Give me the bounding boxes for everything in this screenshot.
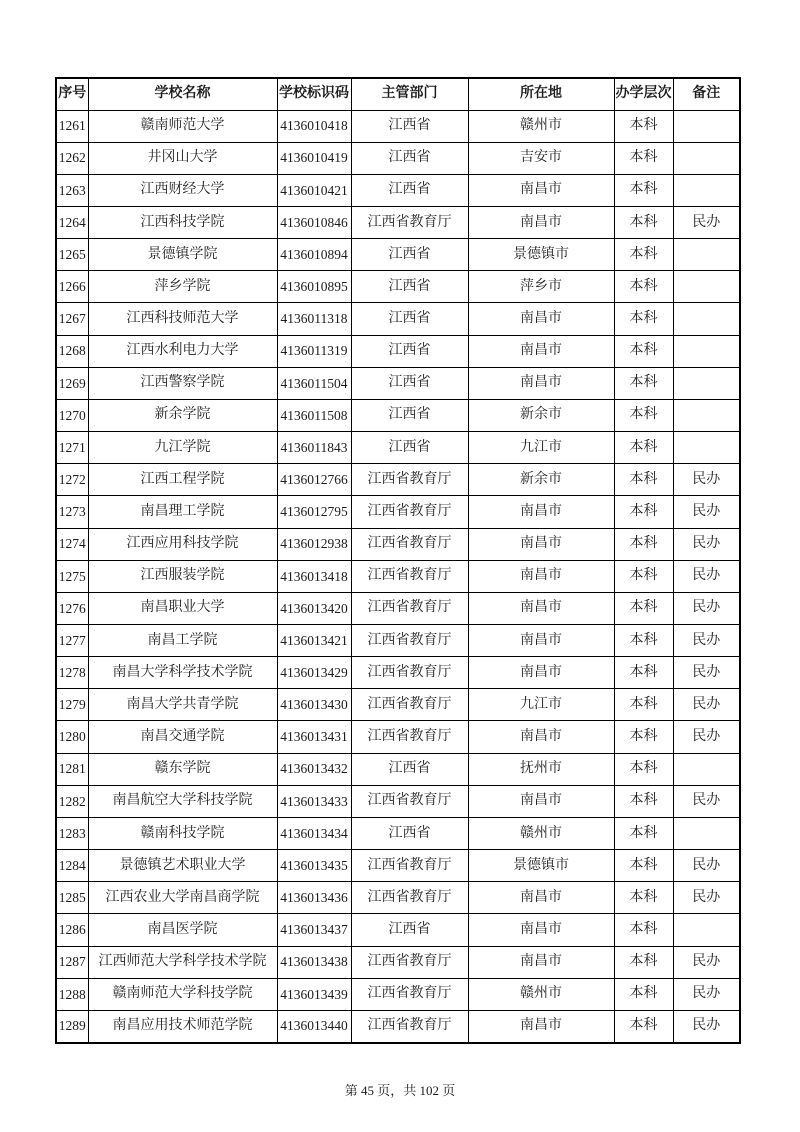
cell-authority: 江西省 — [351, 142, 468, 174]
cell-level: 本科 — [614, 689, 673, 721]
cell-authority: 江西省 — [351, 367, 468, 399]
cell-level: 本科 — [614, 464, 673, 496]
cell-remarks: 民办 — [673, 978, 740, 1010]
cell-remarks — [673, 367, 740, 399]
cell-school-code: 4136011319 — [277, 335, 351, 367]
cell-authority: 江西省 — [351, 174, 468, 206]
cell-authority: 江西省 — [351, 271, 468, 303]
cell-level: 本科 — [614, 206, 673, 238]
table-row — [56, 978, 740, 1010]
cell-school-name: 南昌大学科学技术学院 — [88, 657, 277, 689]
cell-index: 1277 — [56, 625, 88, 657]
cell-school-name: 萍乡学院 — [88, 271, 277, 303]
cell-remarks: 民办 — [673, 785, 740, 817]
table-row — [56, 496, 740, 528]
cell-location: 南昌市 — [468, 560, 614, 592]
cell-level: 本科 — [614, 914, 673, 946]
cell-school-code: 4136013440 — [277, 1010, 351, 1042]
cell-school-code: 4136012766 — [277, 464, 351, 496]
cell-school-code: 4136013439 — [277, 978, 351, 1010]
table-row — [56, 817, 740, 849]
cell-level: 本科 — [614, 367, 673, 399]
cell-location: 吉安市 — [468, 142, 614, 174]
cell-index: 1261 — [56, 110, 88, 142]
cell-authority: 江西省教育厅 — [351, 1010, 468, 1042]
cell-remarks: 民办 — [673, 850, 740, 882]
cell-remarks: 民办 — [673, 689, 740, 721]
cell-authority: 江西省教育厅 — [351, 464, 468, 496]
cell-authority: 江西省教育厅 — [351, 721, 468, 753]
cell-level: 本科 — [614, 721, 673, 753]
cell-school-name: 江西财经大学 — [88, 174, 277, 206]
table-row — [56, 850, 740, 882]
cell-index: 1286 — [56, 914, 88, 946]
cell-school-code: 4136010846 — [277, 206, 351, 238]
table-header — [56, 78, 740, 110]
cell-remarks: 民办 — [673, 206, 740, 238]
cell-school-name: 赣南师范大学科技学院 — [88, 978, 277, 1010]
cell-index: 1274 — [56, 528, 88, 560]
table-row — [56, 1010, 740, 1042]
cell-school-code: 4136011318 — [277, 303, 351, 335]
header-remarks: 备注 — [673, 78, 740, 110]
cell-school-code: 4136011504 — [277, 367, 351, 399]
cell-level: 本科 — [614, 496, 673, 528]
cell-school-name: 江西师范大学科学技术学院 — [88, 946, 277, 978]
cell-authority: 江西省 — [351, 399, 468, 431]
cell-location: 抚州市 — [468, 753, 614, 785]
table-row — [56, 560, 740, 592]
cell-level: 本科 — [614, 946, 673, 978]
cell-level: 本科 — [614, 657, 673, 689]
cell-school-name: 江西水利电力大学 — [88, 335, 277, 367]
table-row — [56, 753, 740, 785]
cell-level: 本科 — [614, 432, 673, 464]
cell-authority: 江西省 — [351, 914, 468, 946]
cell-school-name: 景德镇艺术职业大学 — [88, 850, 277, 882]
cell-location: 南昌市 — [468, 303, 614, 335]
cell-authority: 江西省 — [351, 239, 468, 271]
table-row — [56, 528, 740, 560]
cell-authority: 江西省 — [351, 432, 468, 464]
cell-level: 本科 — [614, 753, 673, 785]
cell-school-code: 4136011508 — [277, 399, 351, 431]
cell-school-code: 4136013435 — [277, 850, 351, 882]
cell-remarks — [673, 239, 740, 271]
cell-index: 1282 — [56, 785, 88, 817]
cell-level: 本科 — [614, 303, 673, 335]
cell-index: 1266 — [56, 271, 88, 303]
page-footer: 第 45 页，共 102 页 — [344, 1083, 456, 1098]
cell-remarks — [673, 817, 740, 849]
cell-remarks — [673, 335, 740, 367]
cell-location: 南昌市 — [468, 496, 614, 528]
cell-location: 南昌市 — [468, 335, 614, 367]
cell-level: 本科 — [614, 399, 673, 431]
table-row — [56, 335, 740, 367]
cell-location: 赣州市 — [468, 817, 614, 849]
cell-school-code: 4136013432 — [277, 753, 351, 785]
cell-authority: 江西省教育厅 — [351, 657, 468, 689]
cell-remarks — [673, 271, 740, 303]
cell-index: 1264 — [56, 206, 88, 238]
cell-school-code: 4136011843 — [277, 432, 351, 464]
table-row — [56, 721, 740, 753]
cell-index: 1269 — [56, 367, 88, 399]
cell-index: 1272 — [56, 464, 88, 496]
cell-authority: 江西省 — [351, 110, 468, 142]
cell-school-name: 景德镇学院 — [88, 239, 277, 271]
cell-level: 本科 — [614, 142, 673, 174]
table-row — [56, 592, 740, 624]
cell-index: 1279 — [56, 689, 88, 721]
table-row — [56, 239, 740, 271]
cell-school-code: 4136010895 — [277, 271, 351, 303]
cell-school-name: 南昌职业大学 — [88, 592, 277, 624]
cell-remarks — [673, 914, 740, 946]
cell-school-code: 4136013431 — [277, 721, 351, 753]
cell-authority: 江西省教育厅 — [351, 496, 468, 528]
cell-level: 本科 — [614, 239, 673, 271]
cell-authority: 江西省教育厅 — [351, 625, 468, 657]
cell-school-code: 4136012795 — [277, 496, 351, 528]
cell-remarks — [673, 432, 740, 464]
cell-level: 本科 — [614, 592, 673, 624]
cell-remarks: 民办 — [673, 464, 740, 496]
cell-remarks — [673, 142, 740, 174]
cell-school-code: 4136013437 — [277, 914, 351, 946]
cell-location: 南昌市 — [468, 625, 614, 657]
cell-index: 1263 — [56, 174, 88, 206]
cell-school-code: 4136010419 — [277, 142, 351, 174]
cell-authority: 江西省教育厅 — [351, 850, 468, 882]
cell-remarks — [673, 303, 740, 335]
cell-location: 南昌市 — [468, 206, 614, 238]
cell-level: 本科 — [614, 625, 673, 657]
cell-remarks: 民办 — [673, 1010, 740, 1042]
table-row — [56, 914, 740, 946]
table-row — [56, 399, 740, 431]
cell-school-name: 江西农业大学南昌商学院 — [88, 882, 277, 914]
cell-remarks — [673, 174, 740, 206]
table-row — [56, 432, 740, 464]
table-body — [56, 110, 740, 1043]
cell-remarks: 民办 — [673, 592, 740, 624]
cell-school-name: 赣南科技学院 — [88, 817, 277, 849]
cell-remarks: 民办 — [673, 625, 740, 657]
header-location: 所在地 — [468, 78, 614, 110]
cell-location: 赣州市 — [468, 978, 614, 1010]
cell-remarks — [673, 110, 740, 142]
cell-location: 景德镇市 — [468, 850, 614, 882]
cell-authority: 江西省教育厅 — [351, 978, 468, 1010]
cell-school-code: 4136013418 — [277, 560, 351, 592]
cell-school-name: 江西工程学院 — [88, 464, 277, 496]
cell-school-name: 新余学院 — [88, 399, 277, 431]
cell-index: 1262 — [56, 142, 88, 174]
cell-location: 萍乡市 — [468, 271, 614, 303]
header-school-name: 学校名称 — [88, 78, 277, 110]
cell-index: 1284 — [56, 850, 88, 882]
cell-school-name: 江西服装学院 — [88, 560, 277, 592]
table-row — [56, 946, 740, 978]
header-level: 办学层次 — [614, 78, 673, 110]
cell-index: 1285 — [56, 882, 88, 914]
cell-authority: 江西省教育厅 — [351, 206, 468, 238]
cell-school-code: 4136013430 — [277, 689, 351, 721]
cell-location: 南昌市 — [468, 882, 614, 914]
cell-school-code: 4136013421 — [277, 625, 351, 657]
header-index: 序号 — [56, 78, 88, 110]
cell-school-name: 赣东学院 — [88, 753, 277, 785]
cell-location: 南昌市 — [468, 914, 614, 946]
cell-remarks — [673, 753, 740, 785]
table-row — [56, 464, 740, 496]
cell-school-name: 南昌航空大学科技学院 — [88, 785, 277, 817]
cell-school-name: 井冈山大学 — [88, 142, 277, 174]
cell-index: 1267 — [56, 303, 88, 335]
cell-school-code: 4136013420 — [277, 592, 351, 624]
cell-index: 1265 — [56, 239, 88, 271]
table-row — [56, 785, 740, 817]
cell-authority: 江西省教育厅 — [351, 785, 468, 817]
cell-index: 1278 — [56, 657, 88, 689]
header-school-code: 学校标识码 — [277, 78, 351, 110]
cell-school-name: 南昌理工学院 — [88, 496, 277, 528]
cell-location: 南昌市 — [468, 592, 614, 624]
cell-location: 南昌市 — [468, 657, 614, 689]
cell-authority: 江西省教育厅 — [351, 592, 468, 624]
cell-index: 1288 — [56, 978, 88, 1010]
cell-school-code: 4136013429 — [277, 657, 351, 689]
cell-level: 本科 — [614, 110, 673, 142]
table-row — [56, 110, 740, 142]
cell-authority: 江西省 — [351, 335, 468, 367]
cell-school-code: 4136012938 — [277, 528, 351, 560]
cell-authority: 江西省 — [351, 303, 468, 335]
cell-level: 本科 — [614, 850, 673, 882]
cell-authority: 江西省教育厅 — [351, 882, 468, 914]
cell-remarks: 民办 — [673, 721, 740, 753]
cell-remarks — [673, 399, 740, 431]
universities-table — [55, 77, 741, 1044]
cell-location: 南昌市 — [468, 946, 614, 978]
cell-level: 本科 — [614, 560, 673, 592]
table-row — [56, 689, 740, 721]
cell-remarks: 民办 — [673, 946, 740, 978]
cell-authority: 江西省教育厅 — [351, 528, 468, 560]
cell-school-code: 4136013434 — [277, 817, 351, 849]
cell-location: 南昌市 — [468, 367, 614, 399]
cell-school-code: 4136010894 — [277, 239, 351, 271]
cell-remarks: 民办 — [673, 560, 740, 592]
cell-location: 新余市 — [468, 399, 614, 431]
cell-school-name: 江西警察学院 — [88, 367, 277, 399]
cell-authority: 江西省教育厅 — [351, 946, 468, 978]
cell-location: 九江市 — [468, 432, 614, 464]
cell-school-name: 南昌应用技术师范学院 — [88, 1010, 277, 1042]
cell-location: 南昌市 — [468, 721, 614, 753]
cell-level: 本科 — [614, 1010, 673, 1042]
cell-index: 1273 — [56, 496, 88, 528]
cell-remarks: 民办 — [673, 657, 740, 689]
table-row — [56, 303, 740, 335]
cell-school-name: 江西科技师范大学 — [88, 303, 277, 335]
cell-index: 1280 — [56, 721, 88, 753]
cell-remarks: 民办 — [673, 528, 740, 560]
cell-authority: 江西省 — [351, 817, 468, 849]
cell-location: 南昌市 — [468, 174, 614, 206]
cell-school-name: 南昌工学院 — [88, 625, 277, 657]
table-row — [56, 206, 740, 238]
cell-location: 南昌市 — [468, 1010, 614, 1042]
cell-school-name: 赣南师范大学 — [88, 110, 277, 142]
table-row — [56, 882, 740, 914]
cell-school-code: 4136010418 — [277, 110, 351, 142]
cell-school-code: 4136013438 — [277, 946, 351, 978]
cell-index: 1271 — [56, 432, 88, 464]
cell-index: 1276 — [56, 592, 88, 624]
cell-index: 1287 — [56, 946, 88, 978]
cell-index: 1275 — [56, 560, 88, 592]
cell-index: 1270 — [56, 399, 88, 431]
cell-index: 1283 — [56, 817, 88, 849]
cell-level: 本科 — [614, 271, 673, 303]
cell-school-name: 江西应用科技学院 — [88, 528, 277, 560]
cell-school-name: 南昌医学院 — [88, 914, 277, 946]
cell-location: 赣州市 — [468, 110, 614, 142]
cell-authority: 江西省教育厅 — [351, 560, 468, 592]
cell-school-code: 4136010421 — [277, 174, 351, 206]
table-row — [56, 657, 740, 689]
cell-school-code: 4136013436 — [277, 882, 351, 914]
table-row — [56, 142, 740, 174]
cell-remarks: 民办 — [673, 496, 740, 528]
cell-index: 1268 — [56, 335, 88, 367]
cell-index: 1289 — [56, 1010, 88, 1042]
cell-location: 南昌市 — [468, 528, 614, 560]
cell-school-name: 江西科技学院 — [88, 206, 277, 238]
cell-location: 南昌市 — [468, 785, 614, 817]
cell-location: 九江市 — [468, 689, 614, 721]
cell-school-name: 南昌交通学院 — [88, 721, 277, 753]
cell-school-name: 九江学院 — [88, 432, 277, 464]
cell-level: 本科 — [614, 174, 673, 206]
cell-school-name: 南昌大学共青学院 — [88, 689, 277, 721]
table-row — [56, 271, 740, 303]
cell-level: 本科 — [614, 978, 673, 1010]
cell-location: 景德镇市 — [468, 239, 614, 271]
cell-school-code: 4136013433 — [277, 785, 351, 817]
cell-level: 本科 — [614, 528, 673, 560]
header-authority: 主管部门 — [351, 78, 468, 110]
header-row — [56, 78, 740, 110]
cell-index: 1281 — [56, 753, 88, 785]
cell-authority: 江西省 — [351, 753, 468, 785]
cell-location: 新余市 — [468, 464, 614, 496]
table-row — [56, 625, 740, 657]
cell-remarks: 民办 — [673, 882, 740, 914]
cell-authority: 江西省教育厅 — [351, 689, 468, 721]
table-row — [56, 174, 740, 206]
cell-level: 本科 — [614, 817, 673, 849]
cell-level: 本科 — [614, 882, 673, 914]
cell-level: 本科 — [614, 785, 673, 817]
cell-level: 本科 — [614, 335, 673, 367]
table-row — [56, 367, 740, 399]
